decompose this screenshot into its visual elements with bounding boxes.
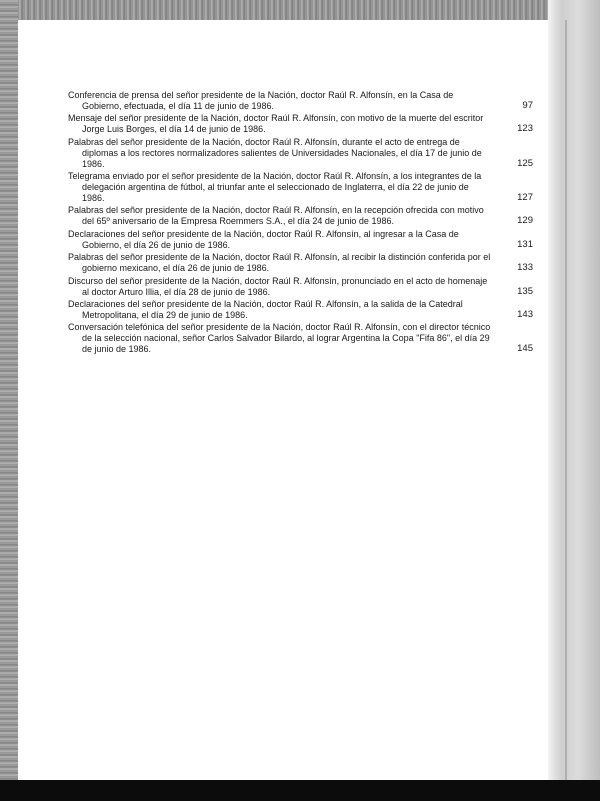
- toc-entry-page: 131: [517, 238, 533, 250]
- toc-entry: [68, 90, 533, 112]
- toc-entry: [68, 137, 533, 170]
- toc-entry-text: Palabras del señor presidente de la Nación, doctor Raúl R. Alfonsín, al recibir la distinción conferida por el gobierno mexicano, el día 26 de junio de 1986.: [68, 252, 491, 274]
- scan-edge-top: [0, 0, 600, 20]
- scan-edge-right: [548, 0, 600, 801]
- toc-entry-text: Discurso del señor presidente de la Nación, doctor Raúl R. Alfonsín, pronunciado en el acto de homenaje al doctor Arturo Illia, el día 28 de junio de 1986.: [68, 275, 488, 297]
- toc-entry-page: 123: [517, 123, 533, 135]
- toc-entry-page: 97: [522, 99, 533, 111]
- toc-entry-page: 143: [517, 308, 533, 320]
- scan-edge-left: [0, 0, 18, 801]
- toc-entry-text: Palabras del señor presidente de la Nación, doctor Raúl R. Alfonsín, durante el acto de entrega de diplomas a los rectores normalizadores salientes de Universidades Nacionales, el día 17 de junio de 1986.: [68, 136, 482, 169]
- toc-entry-page: 145: [517, 343, 533, 355]
- toc-entry-page: 127: [517, 191, 533, 203]
- scan-edge-bottom: [0, 780, 600, 801]
- toc-entry: [68, 299, 533, 321]
- toc-entry-page: 135: [517, 285, 533, 297]
- toc-entry-text: Telegrama enviado por el señor presidente de la Nación, doctor Raúl R. Alfonsín, a los integrantes de la delegación argentina de fútbol, al triunfar ante el seleccionado de Inglaterra, el día 22 de junio de 1986.: [68, 171, 482, 203]
- toc-entry: [68, 322, 533, 355]
- toc-entry-text: Palabras del señor presidente de la Nación, doctor Raúl R. Alfonsín, en la recepción ofrecida con motivo del 65º aniversario de la Empresa Roemmers S.A., el día 24 de junio de 1986.: [68, 205, 484, 227]
- toc-entry-page: 133: [517, 262, 533, 274]
- toc-entry: [68, 171, 533, 204]
- toc-entry: [68, 276, 533, 298]
- scan-edge-right-line: [565, 20, 567, 780]
- toc-entry-page: 125: [517, 157, 533, 169]
- toc-entry: [68, 113, 533, 135]
- table-of-contents: [68, 90, 533, 357]
- toc-entry: [68, 229, 533, 251]
- toc-entry-text: Declaraciones del señor presidente de la Nación, doctor Raúl R. Alfonsín, al ingresar a la Casa de Gobierno, el día 26 de junio de 1986.: [68, 228, 459, 250]
- toc-entry-text: Mensaje del señor presidente de la Nación, doctor Raúl R. Alfonsín, con motivo de la muerte del escritor Jorge Luis Borges, el día 14 de junio de 1986.: [68, 113, 484, 135]
- toc-entry: [68, 205, 533, 227]
- toc-entry-text: Conversación telefónica del señor presidente de la Nación, doctor Raúl R. Alfonsín, con el director técnico de la selección nacional, señor Carlos Salvador Bilardo, al lograr Argentina la Copa "Fifa 86", el día 29 de junio de 1986.: [68, 322, 491, 355]
- toc-entry-text: Conferencia de prensa del señor presidente de la Nación, doctor Raúl R. Alfonsín, en la Casa de Gobierno, efectuada, el día 11 de junio de 1986.: [68, 90, 454, 111]
- toc-entry-text: Declaraciones del señor presidente de la Nación, doctor Raúl R. Alfonsín, a la salida de la Catedral Metropolitana, el día 29 de junio de 1986.: [68, 299, 463, 320]
- toc-entry-page: 129: [517, 215, 533, 227]
- toc-entry: [68, 252, 533, 274]
